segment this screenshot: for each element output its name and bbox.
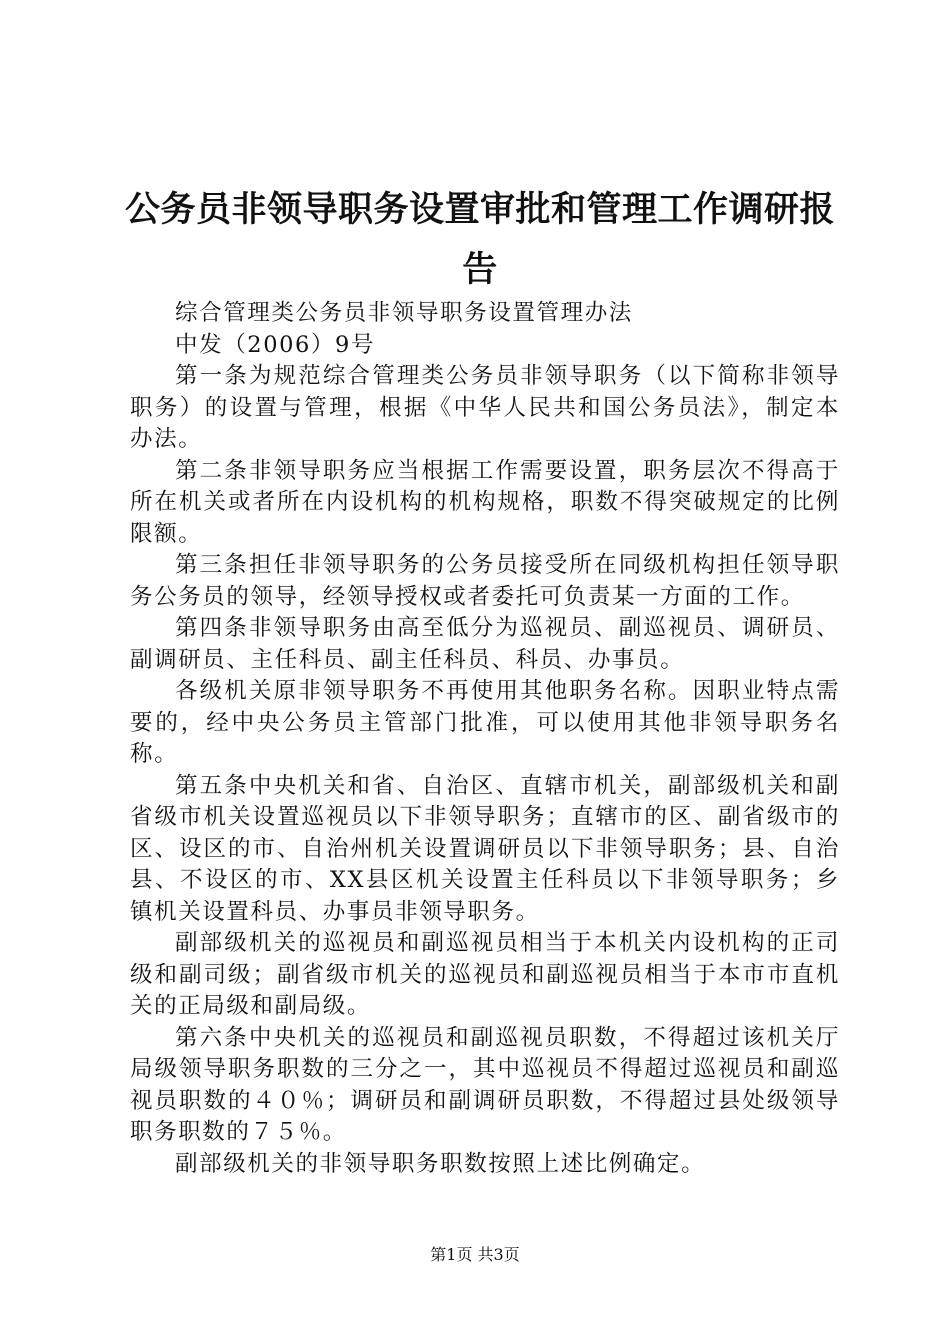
paragraph-article-2: 第二条非领导职务应当根据工作需要设置，职务层次不得高于所在机关或者所在内设机构的机构规格，职数不得突破规定的比例限额。	[130, 457, 840, 547]
paragraph-article-3: 第三条担任非领导职务的公务员接受所在同级机构担任领导职务公务员的领导，经领导授权或者委托可负责某一方面的工作。	[130, 552, 840, 610]
paragraph-article-5-supplement: 副部级机关的巡视员和副巡视员相当于本机关内设机构的正司级和副司级；副省级市机关的巡视员和副巡视员相当于本市市直机关的正局级和副局级。	[130, 930, 840, 1019]
page-footer: 第1页 共3页	[430, 1245, 520, 1264]
paragraph-article-1: 第一条为规范综合管理类公务员非领导职务（以下简称非领导职务）的设置与管理，根据《中华人民共和国公务员法》，制定本办法。	[130, 363, 840, 452]
paragraph-article-6: 第六条中央机关的巡视员和副巡视员职数，不得超过该机关厅局级领导职务职数的三分之一，其中巡视员不得超过巡视员和副巡视员职数的４０％；调研员和副调研员职数，不得超过县处级领导职务职数的７５％。	[130, 1024, 840, 1145]
paragraph-article-4-supplement: 各级机关原非领导职务不再使用其他职务名称。因职业特点需要的，经中央公务员主管部门批准，可以使用其他非领导职务名称。	[130, 678, 840, 767]
paragraph-subtitle: 综合管理类公务员非领导职务设置管理办法	[175, 300, 633, 326]
document-body	[130, 298, 840, 1180]
paragraph-doc-number: 中发（2006）9号	[175, 331, 376, 358]
paragraph-article-6-supplement: 副部级机关的非领导职务职数按照上述比例确定。	[175, 1150, 706, 1177]
document-title-line-1: 公务员非领导职务设置审批和管理工作调研报	[124, 190, 835, 230]
paragraph-article-4: 第四条非领导职务由高至低分为巡视员、副巡视员、调研员、副调研员、主任科员、副主任科员、科员、办事员。	[130, 615, 840, 673]
document-title-line-2: 告	[462, 250, 498, 290]
paragraph-article-5: 第五条中央机关和省、自治区、直辖市机关，副部级机关和副省级市机关设置巡视员以下非领导职务；直辖市的区、副省级市的区、设区的市、自治州机关设置调研员以下非领导职务；县、自治县、不设区的市、XX县区机关设置主任科员以下非领导职务；乡镇机关设置科员、办事员非领导职务。	[130, 772, 840, 925]
